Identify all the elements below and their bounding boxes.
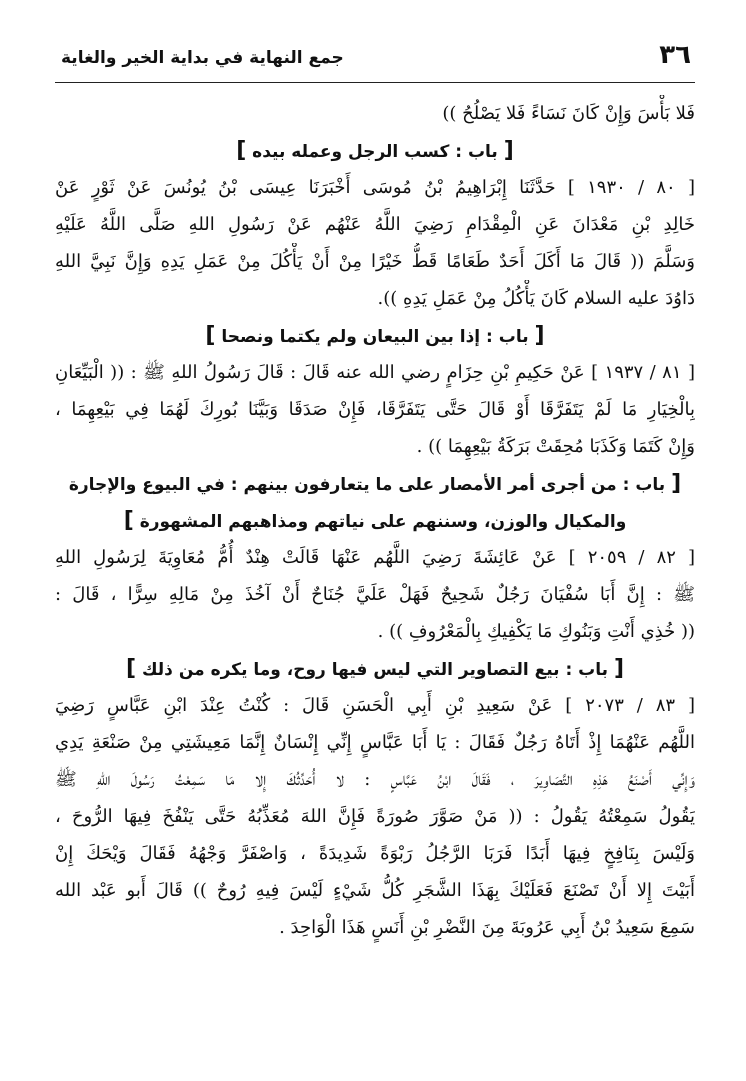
text-line: يَقُولُ سَمِعْتُهُ يَقُولُ : (( مَنْ صَوَّرَ صُورَةً فَإِنَّ اللهَ مُعَذِّبُهُ حَتَّى يَنْفُخَ فِيهَا الرُّوحَ ، [55,806,695,827]
heading-text: باب : كسب الرجل وعمله بيده [252,142,498,162]
text-line: دَاوُدَ عليه السلام كَانَ يَأْكُلُ مِنْ عَمَلِ يَدِهِ )). [377,288,695,309]
page-number: ٣٦ [659,40,691,70]
heading-text: باب : بيع التصاوير التي ليس فيها روح، وما يكره من ذلك [141,660,609,680]
text-line: وَلَيْسَ بِنَافِخٍ فِيهَا أَبَدًا فَرَبَا الرَّجُلُ رَبْوَةً شَدِيدَةً ، وَاصْفَرَّ وَجْهُهُ فَقَالَ وَيْحَكَ إِنْ [55,843,695,864]
text-line: وَسَلَّمَ (( قَالَ مَا أَكَلَ أَحَدٌ طَعَامًا قَطُّ خَيْرًا مِنْ أَنْ يَأْكُلَ مِنْ عَمَلِ يَدِهِ وَإِنَّ نَبِيَّ اللهِ [55,251,695,272]
text-line: [ ٨١ / ١٩٣٧ ] عَنْ حَكِيمِ بْنِ حِزَامٍ رضي الله عنه قَالَ : قَالَ رَسُولُ اللهِ ﷺ : (( الْبَيِّعَانِ [55,362,695,383]
text-line: فَلا بَأْسَ وَإِنْ كَانَ نَسَاءً فَلا يَصْلُحُ )) [442,103,695,124]
text-line: سَمِعَ سَعِيدُ بْنُ أَبِي عَرُوبَةَ مِنَ النَّضْرِ بْنِ أَنَسٍ هَذَا الْوَاحِدَ . [279,917,695,938]
page-body [55,83,695,946]
text-line: أَبَيْتَ إِلا أَنْ تَصْنَعَ فَعَلَيْكَ بِهَذَا الشَّجَرِ كُلُّ شَيْءٍ لَيْسَ فِيهِ رُوحٌ )) قَالَ أَبو عَبْد الله [55,880,695,901]
heading-open-bracket: [ [613,656,625,681]
text-line: (( خُذِي أَنْتِ وَبَنُوكِ مَا يَكْفِيكِ بِالْمَعْرُوفِ )) . [377,621,695,642]
text-line: [ ٨٠ / ١٩٣٠ ] حَدَّثَنَا إِبْرَاهِيمُ بْنُ مُوسَى أَخْبَرَنَا عِيسَى بْنُ يُونُسَ عَنْ ثَوْرٍ عَنْ [55,177,695,198]
heading-text: باب : إذا بين البيعان ولم يكتما ونصحا [221,327,529,347]
running-header [55,30,695,83]
text-line: وَإِنْ كَتَمَا وَكَذَبَا مُحِقَتْ بَرَكَةُ بَيْعِهِمَا )) . [416,436,695,457]
heading-open-bracket: [ [671,471,682,496]
heading-close-bracket: ] [205,323,216,348]
section-heading [55,650,695,687]
heading-open-bracket: [ [534,323,545,348]
heading-text: والمكيال والوزن، وسننهم على نياتهم ومذاهبهم المشهورة [139,512,627,532]
text-line: اللَّهُم عَنْهُمَا إِذْ أَتَاهُ رَجُلٌ فَقَالَ : يَا أَبَا عَبَّاسٍ إِنِّي إِنْسَانٌ إِنَّمَا مَعِيشَتِي مِنْ صَنْعَةِ يَدِي [55,732,695,753]
heading-open-bracket: [ [503,138,514,163]
book-page [55,30,695,1050]
text-line: خَالِدِ بْنِ مَعْدَانَ عَنِ الْمِقْدَامِ رَضِيَ اللَّهُ عَنْهُم عَنْ رَسُولِ اللهِ صَلَّى اللَّهُ عَلَيْهِ [55,214,695,235]
section-heading [55,465,695,502]
heading-text: باب : من أجرى أمر الأمصار على ما يتعارفون بينهم : في البيوع والإجارة [68,475,666,495]
text-line: ﷺ : إِنَّ أَبَا سُفْيَانَ رَجُلٌ شَحِيحٌ فَهَلْ عَلَيَّ جُنَاحٌ أَنْ آخُذَ مِنْ مَالِهِ سِرًّا ، قَالَ : [55,584,695,605]
text-line: [ ٨٣ / ٢٠٧٣ ] عَنْ سَعِيدِ بْنِ أَبِي الْحَسَنِ قَالَ : كُنْتُ عِنْدَ ابْنِ عَبَّاسٍ رَضِيَ [55,695,695,716]
heading-close-bracket: ] [123,508,134,533]
section-heading [55,502,695,539]
text-line: [ ٨٢ / ٢٠٥٩ ] عَنْ عَائِشَةَ رَضِيَ اللَّهُم عَنْهَا قَالَتْ هِنْدٌ أُمُّ مُعَاوِيَةَ لِرَسُولِ اللهِ [55,547,695,568]
text-line: بِالْخِيَارِ مَا لَمْ يَتَفَرَّقَا أَوْ قَالَ حَتَّى يَتَفَرَّقَا، فَإِنْ صَدَقَا وَبَيَّنَا بُورِكَ لَهُمَا فِي بَيْعِهِمَا ، [55,399,695,420]
book-title: جمع النهاية في بداية الخير والغاية [61,48,344,68]
text-line: وَإِنِّي أَصْنَعُ هَذِهِ التَّصَاوِيرَ ، فَقَالَ ابْنُ عَبَّاسٍ : لا أُحَدِّثُكَ إِلا مَا سَمِعْتُ رَسُولَ اللهِ ﷺ [55,769,695,790]
section-heading [55,132,695,169]
section-heading [55,317,695,354]
heading-close-bracket: ] [125,656,137,681]
heading-close-bracket: ] [236,138,247,163]
